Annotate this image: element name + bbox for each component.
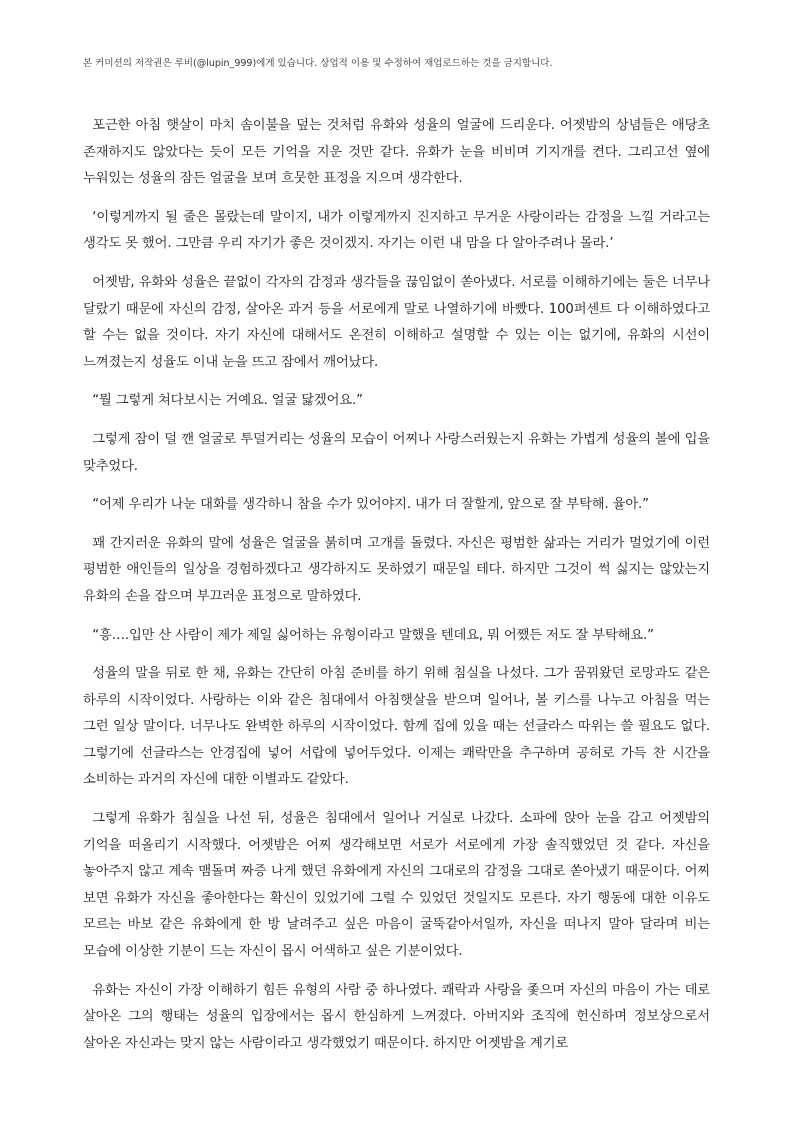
paragraph: 포근한 아침 햇살이 마치 솜이불을 덮는 것처럼 유화와 성율의 얼굴에 드리운다. 어젯밤의 상념들은 애당초 존재하지도 않았다는 듯이 모든 기억을 지운 것만 같다. 유화가 눈을 비비며 기지개를 켠다. 그리고선 옆에 누워있는 성율의 잠든 얼굴을 보며 흐뭇한 표정을 지으며 생각한다. — [83, 118, 710, 187]
paragraph: 그렇게 유화가 침실을 나선 뒤, 성율은 침대에서 일어나 거실로 나갔다. 소파에 앉아 눈을 감고 어젯밤의 기억을 떠올리기 시작했다. 어젯밤은 어찌 생각해보면 서로가 서로에게 가장 솔직했었던 것 같다. 자신을 놓아주지 않고 계속 맴돌며 짜증 나게 했던 유화에게 자신의 그대로의 감정을 그대로 쏟아냈기 때문이다. 어찌 보면 유화가 자신을 좋아한다는 확신이 있었기에 그럴 수 있었던 것일지도 모른다. 자기 행동에 대한 이유도 모르는 바보 같은 유화에게 한 방 날려주고 싶은 마음이 굴뚝같아서일까, 자신을 떠나지 말아 달라며 비는 모습에 이상한 기분이 드는 자신이 몹시 어색하고 싶은 기분이었다. — [83, 811, 710, 960]
paragraph: ‘이렇게까지 될 줄은 몰랐는데 말이지, 내가 이렇게까지 진지하고 무거운 사랑이라는 감정을 느낄 거라고는 생각도 못 했어. 그만큼 우리 자기가 좋은 것이겠지. 자기는 이런 내 맘을 다 알아주려나 몰라.’ — [83, 209, 710, 252]
paragraph: 성율의 말을 뒤로 한 채, 유화는 간단히 아침 준비를 하기 위해 침실을 나섰다. 그가 꿈꿔왔던 로망과도 같은 하루의 시작이었다. 사랑하는 이와 같은 침대에서 아침햇살을 받으며 일어나, 볼 키스를 나누고 아침을 먹는 그런 일상 말이다. 너무나도 완벽한 하루의 시작이었다. 함께 집에 있을 때는 선글라스 따위는 쓸 필요도 없다. 그렇기에 선글라스는 안경집에 넣어 서랍에 넣어두었다. 이제는 쾌락만을 추구하며 공허로 가득 찬 시간을 소비하는 과거의 자신에 대한 이별과도 같았다. — [83, 666, 710, 788]
copyright-notice: 본 커미션의 저작권은 루비(@lupin_999)에게 있습니다. 상업적 이용 및 수정하여 재업로드하는 것을 금지합니다. — [83, 58, 553, 69]
paragraph: 그렇게 잠이 덜 깬 얼굴로 투덜거리는 성율의 모습이 어찌나 사랑스러웠는지 유화는 가볍게 성율의 볼에 입을 맞추었다. — [83, 431, 710, 474]
dialogue-paragraph: “흥….입만 산 사람이 제가 제일 싫어하는 유형이라고 말했을 텐데요, 뭐 어쨌든 저도 잘 부탁해요.” — [92, 627, 654, 643]
paragraph: 꽤 간지러운 유화의 말에 성율은 얼굴을 붉히며 고개를 돌렸다. 자신은 평범한 삶과는 거리가 멀었기에 이런 평범한 애인들의 일상을 경험하겠다고 생각하지도 못하였기 때문일 테다. 하지만 그것이 썩 싫지는 않았는지 유화의 손을 잡으며 부끄러운 표정으로 말하였다. — [83, 535, 710, 604]
story-body — [83, 113, 710, 1069]
paragraph: 유화는 자신이 가장 이해하기 힘든 유형의 사람 중 하나였다. 쾌락과 사랑을 좇으며 자신의 마음이 가는 데로 살아온 그의 행태는 성율의 입장에서는 몹시 한심하게 느껴졌다. 아버지와 조직에 헌신하며 정보상으로서 살아온 자신과는 맞지 않는 사람이라고 생각했었기 때문이다. 하지만 어젯밤을 계기로 — [83, 982, 710, 1051]
paragraph: 어젯밤, 유화와 성율은 끝없이 각자의 감정과 생각들을 끊임없이 쏟아냈다. 서로를 이해하기에는 둘은 너무나 달랐기 때문에 자신의 감정, 살아온 과거 등을 서로에게 말로 나열하기에 바빴다. 100퍼센트 다 이해하였다고 할 수는 없을 것이다. 자기 자신에 대해서도 온전히 이해하고 설명할 수 있는 이는 없기에, 유화의 시선이 느껴졌는지 성율도 이내 눈을 뜨고 잠에서 깨어났다. — [83, 274, 710, 370]
dialogue-paragraph: “뭘 그렇게 쳐다보시는 거예요. 얼굴 닳겠어요.” — [92, 393, 363, 409]
dialogue-paragraph: “어제 우리가 나눈 대화를 생각하니 참을 수가 있어야지. 내가 더 잘할게, 앞으로 잘 부탁해. 율아.” — [92, 497, 649, 513]
